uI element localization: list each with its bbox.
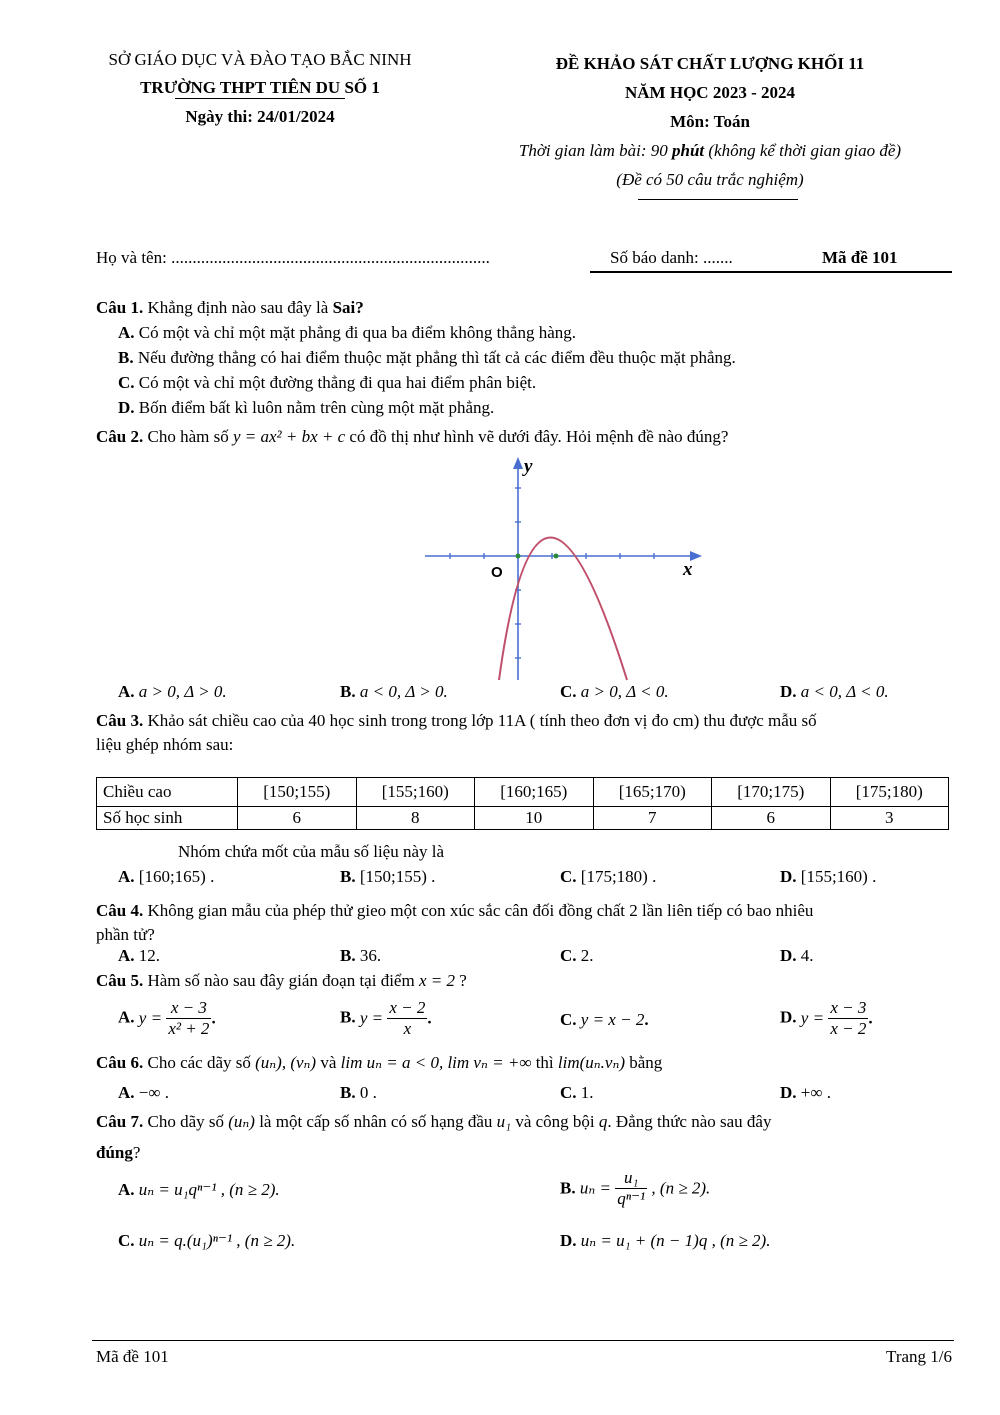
- option-label: D.: [780, 1083, 797, 1102]
- option-text: a > 0, Δ > 0.: [138, 682, 227, 701]
- q4-option-c[interactable]: [560, 946, 594, 966]
- option-text: +∞ .: [796, 1083, 831, 1102]
- option-label: C.: [560, 946, 577, 965]
- q7-stem-line2: [96, 1143, 140, 1163]
- table-cell: 3: [830, 807, 949, 830]
- question-count: (Đề có 50 câu trắc nghiệm): [616, 170, 804, 189]
- q4-text1: Không gian mẫu của phép thử gieo một con xúc sắc cân đối đồng chất 2 lần liên tiếp có bao nhiêu: [143, 901, 814, 920]
- q1-text: Khẳng định nào sau đây là: [143, 298, 333, 317]
- q6-label: Câu 6.: [96, 1053, 144, 1072]
- option-label: C.: [560, 682, 577, 701]
- option-text: a > 0, Δ < 0.: [580, 682, 669, 701]
- option-label: D.: [560, 1231, 577, 1250]
- option-label: C.: [560, 1010, 577, 1029]
- option-text: uₙ = u₁qⁿ⁻¹ , (n ≥ 2).: [138, 1180, 280, 1199]
- subject: Môn: Toán: [670, 112, 750, 131]
- x-axis-label: x: [683, 559, 693, 580]
- option-lhs: y =: [800, 1008, 825, 1028]
- student-id-field: Số báo danh: .......: [610, 248, 733, 267]
- table-cell: 6: [712, 807, 831, 830]
- fraction-denominator: qⁿ⁻¹: [617, 1189, 646, 1208]
- q6-option-c[interactable]: [560, 1083, 594, 1103]
- table-row: [97, 778, 949, 807]
- table-cell: 10: [475, 807, 594, 830]
- origin-label: O: [491, 564, 503, 581]
- option-text: 12.: [134, 946, 161, 965]
- q3-label: Câu 3.: [96, 711, 144, 730]
- table-cell: [170;175): [712, 778, 831, 807]
- table-cell: [165;170): [593, 778, 712, 807]
- q1-option-d[interactable]: [118, 398, 494, 418]
- option-label: D.: [118, 398, 135, 417]
- option-label: A.: [118, 1007, 135, 1027]
- q6-stem: [96, 1053, 662, 1073]
- option-text: Có một và chỉ một mặt phẳng đi qua ba điểm không thẳng hàng.: [134, 323, 576, 342]
- duration-suffix: (không kể thời gian giao đề): [704, 141, 902, 160]
- q2-text-b: có đồ thị như hình vẽ dưới đây. Hỏi mệnh đề nào đúng?: [349, 427, 729, 446]
- q7-q: q: [598, 1112, 608, 1131]
- q2-option-d[interactable]: [780, 682, 889, 702]
- option-lhs: y =: [138, 1008, 163, 1028]
- table-cell: [155;160): [356, 778, 475, 807]
- q7-option-d[interactable]: [560, 1231, 770, 1251]
- page-number: Trang 1/6: [886, 1347, 952, 1366]
- q6-option-d[interactable]: [780, 1083, 831, 1103]
- q1-label: Câu 1.: [96, 298, 144, 317]
- q1-option-c[interactable]: [118, 373, 536, 393]
- q7-u1: u₁: [496, 1112, 512, 1131]
- option-label: A.: [118, 323, 135, 342]
- option-label: C.: [118, 373, 135, 392]
- option-text: Nếu đường thẳng có hai điểm thuộc mặt phẳng thì tất cả các điểm đều thuộc mặt phẳng.: [133, 348, 736, 367]
- option-label: C.: [118, 1231, 135, 1250]
- q5-point: x = 2: [418, 971, 455, 990]
- option-label: D.: [780, 867, 797, 886]
- q6-option-a[interactable]: [118, 1083, 169, 1103]
- q7-text-b: là một cấp số nhân có số hạng đầu: [254, 1112, 497, 1131]
- q2-option-a[interactable]: [118, 682, 227, 702]
- option-label: A.: [118, 946, 135, 965]
- q7-text-a: Cho dãy số: [143, 1112, 229, 1131]
- option-text: a < 0, Δ < 0.: [800, 682, 889, 701]
- frequency-table: [96, 777, 949, 830]
- footer-rule: [92, 1340, 954, 1341]
- option-text: 0 .: [355, 1083, 377, 1102]
- q7-seq: (uₙ): [228, 1112, 255, 1131]
- q7-option-c[interactable]: [118, 1231, 295, 1251]
- intercept-dot: [516, 554, 521, 559]
- q1-emph: Sai?: [332, 298, 364, 317]
- department-name: SỞ GIÁO DỤC VÀ ĐÀO TẠO BẮC NINH: [108, 50, 412, 69]
- table-header-cell: Số học sinh: [97, 807, 238, 830]
- q5-qmark: ?: [454, 971, 467, 990]
- fraction-numerator: x − 3: [830, 998, 867, 1017]
- q3-text1: Khảo sát chiều cao của 40 học sinh trong trong lớp 11A ( tính theo đơn vị đo cm) thu được mẫu số: [143, 711, 817, 730]
- q7-label: Câu 7.: [96, 1112, 144, 1131]
- table-cell: [150;155): [238, 778, 357, 807]
- table-row: [97, 807, 949, 830]
- q2-text-a: Cho hàm số: [143, 427, 233, 446]
- q3-stem-line2: liệu ghép nhóm sau:: [96, 735, 234, 754]
- option-end: .: [427, 1008, 432, 1028]
- q3-option-a[interactable]: [118, 867, 214, 887]
- exam-date: Ngày thi: 24/01/2024: [185, 107, 335, 126]
- option-text: a < 0, Δ > 0.: [359, 682, 448, 701]
- option-label: B.: [340, 867, 356, 886]
- q3-stem: [96, 711, 817, 731]
- q1-stem: [96, 298, 364, 318]
- table-header-cell: Chiều cao: [97, 778, 238, 807]
- q7-text-d: . Đẳng thức nào sau đây: [607, 1112, 772, 1131]
- q6-target: lim(uₙ.vₙ): [557, 1053, 626, 1072]
- option-label: D.: [780, 682, 797, 701]
- name-field: Họ và tên: ...........................................................................: [96, 248, 490, 267]
- q2-stem: [96, 427, 728, 447]
- q4-stem-line2: phần tử?: [96, 925, 155, 944]
- option-label: B.: [340, 1007, 356, 1027]
- option-text: uₙ = u₁ + (n − 1)q , (n ≥ 2).: [580, 1231, 771, 1250]
- intercept-dot: [554, 554, 559, 559]
- q4-option-b[interactable]: [340, 946, 381, 966]
- q7-option-a[interactable]: [118, 1180, 280, 1200]
- option-end: .: [644, 1010, 649, 1029]
- option-text: 1.: [576, 1083, 594, 1102]
- duration-prefix: Thời gian làm bài: 90: [518, 141, 672, 160]
- fraction-denominator: x: [403, 1019, 412, 1038]
- option-end: .: [868, 1008, 873, 1028]
- school-name: TRƯỜNG THPT TIÊN DU SỐ 1: [140, 78, 380, 97]
- duration-bold: phút: [671, 141, 705, 160]
- axis-ticks: [450, 488, 654, 658]
- table-cell: 6: [238, 807, 357, 830]
- option-end: .: [211, 1008, 216, 1028]
- fraction-numerator: u₁: [615, 1168, 647, 1189]
- q4-option-d[interactable]: [780, 946, 814, 966]
- option-label: D.: [780, 1007, 797, 1027]
- school-underline: [175, 98, 345, 99]
- q6-seqs: (uₙ), (vₙ): [255, 1053, 317, 1072]
- q7-text-c: và công bội: [511, 1112, 599, 1131]
- q7-qmark: ?: [132, 1143, 141, 1162]
- option-text: uₙ = q.(u₁)ⁿ⁻¹ , (n ≥ 2).: [138, 1231, 296, 1250]
- option-text: Có một và chỉ một đường thẳng đi qua hai điểm phân biệt.: [134, 373, 537, 392]
- q1-option-a[interactable]: [118, 323, 576, 343]
- option-text: [155;160) .: [800, 867, 877, 886]
- fraction-denominator: x − 2: [830, 1019, 867, 1038]
- q3-prompt: Nhóm chứa mốt của mẫu số liệu này là: [178, 842, 445, 861]
- option-text: 2.: [576, 946, 594, 965]
- table-cell: [175;180): [830, 778, 949, 807]
- q4-stem: [96, 901, 813, 921]
- q5-option-b[interactable]: [340, 998, 432, 1039]
- q6-option-b[interactable]: [340, 1083, 377, 1103]
- q5-stem: [96, 971, 467, 991]
- option-lhs: uₙ =: [579, 1178, 611, 1198]
- option-lhs: y = x − 2: [580, 1010, 645, 1029]
- option-label: B.: [118, 348, 134, 367]
- option-fraction: [166, 998, 211, 1039]
- table-cell: 8: [356, 807, 475, 830]
- header-divider: [638, 199, 798, 200]
- option-text: [160;165) .: [138, 867, 215, 886]
- option-fraction: [615, 1168, 647, 1209]
- q6-limits: lim uₙ = a < 0, lim vₙ = +∞: [340, 1053, 532, 1072]
- option-text: Bốn điểm bất kì luôn nằm trên cùng một mặt phẳng.: [134, 398, 495, 417]
- q3-option-c[interactable]: [560, 867, 656, 887]
- option-label: B.: [560, 1178, 576, 1198]
- q6-text-a: Cho các dãy số: [143, 1053, 256, 1072]
- q5-option-c[interactable]: [560, 1010, 649, 1030]
- q5-label: Câu 5.: [96, 971, 144, 990]
- option-label: A.: [118, 682, 135, 701]
- q7-emph: đúng: [96, 1143, 133, 1162]
- q6-text-d: bằng: [625, 1053, 663, 1072]
- exam-code: Mã đề 101: [822, 248, 898, 267]
- option-text: [175;180) .: [580, 867, 657, 886]
- fraction-numerator: x − 3: [166, 998, 211, 1019]
- option-text: , (n ≥ 2).: [647, 1178, 711, 1198]
- q3-option-b[interactable]: [340, 867, 435, 887]
- option-label: C.: [560, 867, 577, 886]
- option-text: −∞ .: [134, 1083, 169, 1102]
- option-fraction: [828, 998, 868, 1039]
- option-label: A.: [118, 867, 135, 886]
- q4-label: Câu 4.: [96, 901, 144, 920]
- option-label: C.: [560, 1083, 577, 1102]
- fraction-numerator: x − 2: [389, 998, 426, 1017]
- q5-text: Hàm số nào sau đây gián đoạn tại điểm: [143, 971, 419, 990]
- q5-option-a[interactable]: [118, 998, 216, 1039]
- y-axis-arrow: [513, 457, 523, 469]
- option-fraction: [387, 998, 427, 1039]
- q4-option-a[interactable]: [118, 946, 160, 966]
- option-text: [150;155) .: [359, 867, 436, 886]
- q1-option-b[interactable]: [118, 348, 736, 368]
- exam-title: ĐỀ KHẢO SÁT CHẤT LƯỢNG KHỐI 11: [555, 54, 865, 73]
- option-label: B.: [340, 1083, 356, 1102]
- q6-text-c: thì: [531, 1053, 558, 1072]
- q7-option-b[interactable]: [560, 1168, 710, 1209]
- option-label: A.: [118, 1083, 135, 1102]
- option-label: D.: [780, 946, 797, 965]
- q6-text-b: và: [316, 1053, 341, 1072]
- parabola-graph: [420, 455, 710, 685]
- q7-stem: [96, 1112, 771, 1132]
- option-label: B.: [340, 682, 356, 701]
- table-cell: 7: [593, 807, 712, 830]
- y-axis-label: y: [524, 456, 533, 477]
- student-line-rule: [590, 271, 952, 273]
- q2-formula: y = ax² + bx + c: [232, 427, 346, 446]
- duration: [470, 141, 950, 161]
- option-text: 36.: [355, 946, 382, 965]
- q2-option-b[interactable]: [340, 682, 448, 702]
- fraction-denominator: x² + 2: [168, 1019, 210, 1038]
- q5-option-d[interactable]: [780, 998, 873, 1039]
- footer-code: Mã đề 101: [96, 1347, 169, 1366]
- option-label: A.: [118, 1180, 135, 1199]
- q2-label: Câu 2.: [96, 427, 144, 446]
- table-cell: [160;165): [475, 778, 594, 807]
- option-label: B.: [340, 946, 356, 965]
- q3-option-d[interactable]: [780, 867, 876, 887]
- school-year: NĂM HỌC 2023 - 2024: [625, 83, 795, 102]
- option-text: 4.: [796, 946, 814, 965]
- q2-option-c[interactable]: [560, 682, 669, 702]
- option-lhs: y =: [359, 1008, 384, 1028]
